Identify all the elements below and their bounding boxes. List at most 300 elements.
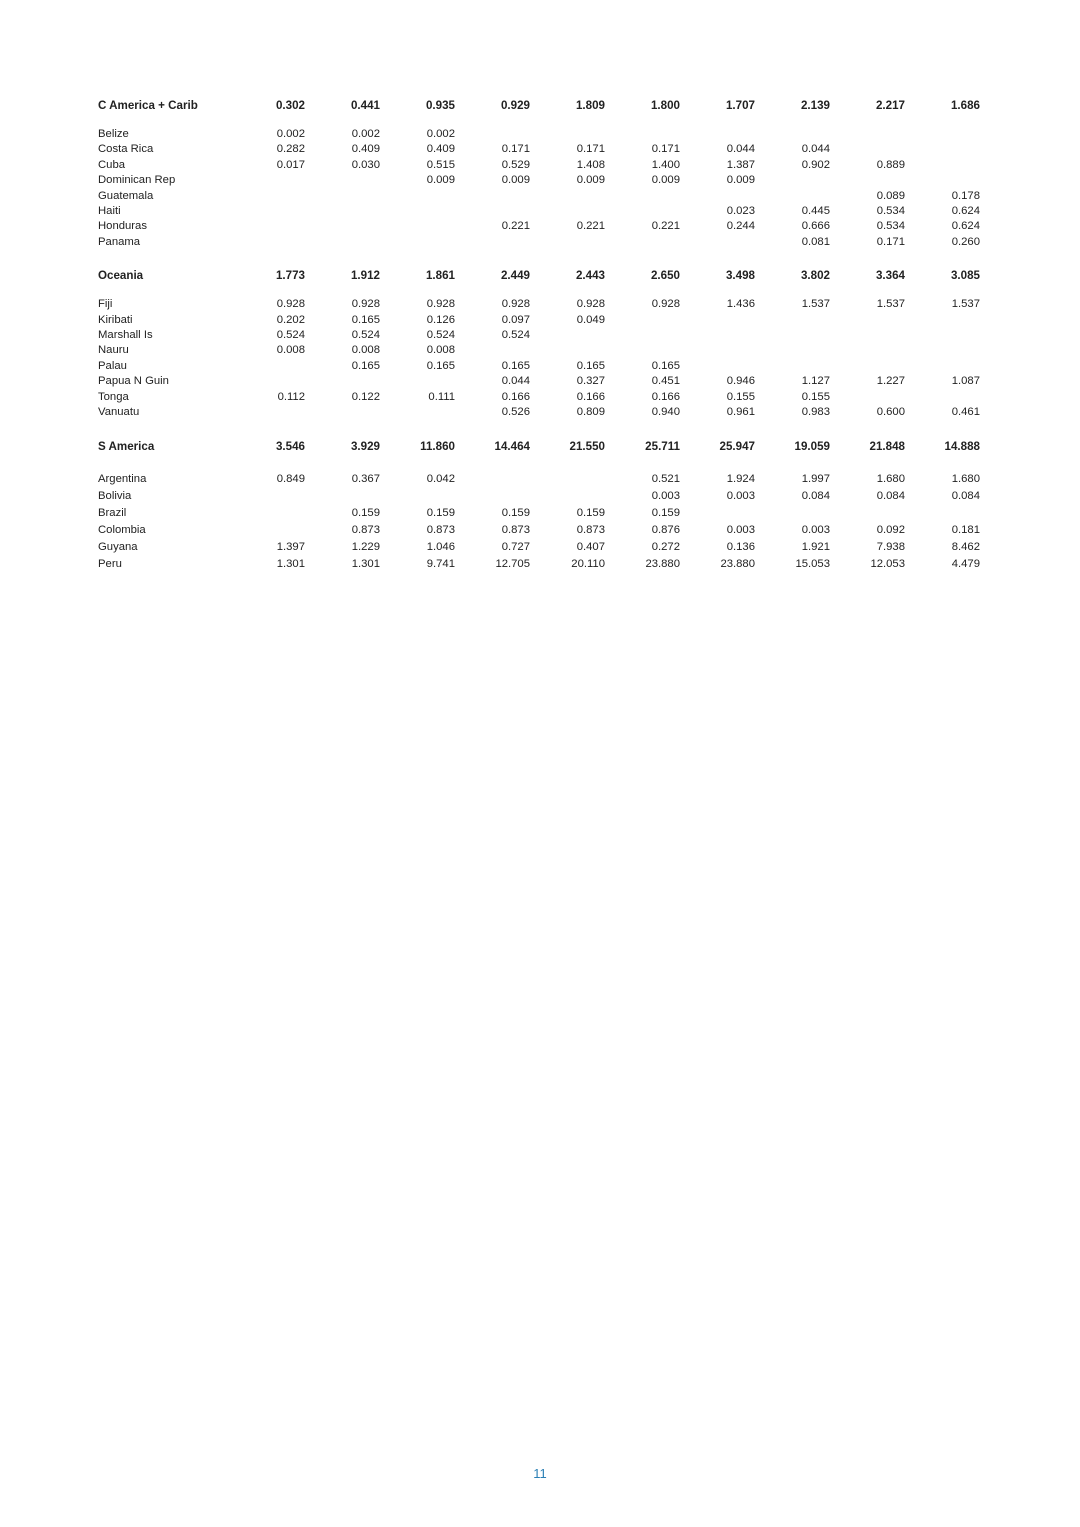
country-value: 0.983 bbox=[801, 406, 830, 419]
region-total-value: 3.364 bbox=[875, 269, 905, 283]
country-value: 1.301 bbox=[351, 557, 380, 570]
country-value: 0.928 bbox=[651, 298, 680, 311]
country-value: 0.165 bbox=[576, 359, 605, 372]
country-row bbox=[98, 189, 980, 204]
country-value: 0.002 bbox=[426, 128, 455, 140]
country-value: 0.961 bbox=[726, 406, 755, 419]
region-total-value: 1.912 bbox=[350, 269, 380, 283]
country-value bbox=[455, 127, 530, 142]
country-value: 0.155 bbox=[726, 390, 755, 403]
country-value: 0.009 bbox=[426, 174, 455, 187]
country-value: 0.666 bbox=[801, 220, 830, 233]
country-value: 0.260 bbox=[951, 235, 980, 248]
country-value: 0.178 bbox=[951, 189, 980, 202]
country-value: 0.165 bbox=[651, 359, 680, 372]
country-value: 0.171 bbox=[576, 143, 605, 156]
region-name: C America + Carib bbox=[98, 99, 198, 112]
country-value: 1.997 bbox=[801, 472, 830, 485]
country-value: 0.407 bbox=[576, 540, 605, 553]
country-value bbox=[605, 189, 680, 204]
country-value: 0.534 bbox=[876, 220, 905, 233]
country-value bbox=[230, 359, 305, 374]
country-row bbox=[98, 405, 980, 420]
country-value: 0.166 bbox=[576, 390, 605, 403]
country-value bbox=[680, 189, 755, 204]
country-value bbox=[755, 127, 830, 142]
country-value: 0.221 bbox=[651, 220, 680, 233]
region-total-value: 3.085 bbox=[950, 269, 980, 283]
country-value bbox=[830, 127, 905, 142]
country-value: 0.003 bbox=[726, 523, 755, 536]
country-value bbox=[380, 204, 455, 219]
country-name: Argentina bbox=[98, 472, 147, 485]
country-value bbox=[305, 189, 380, 204]
country-row bbox=[98, 488, 980, 505]
country-value bbox=[530, 471, 605, 488]
country-value: 0.023 bbox=[726, 205, 755, 218]
country-value bbox=[380, 235, 455, 250]
country-value bbox=[830, 142, 905, 157]
country-value bbox=[455, 343, 530, 358]
region-total-value: 0.935 bbox=[425, 99, 455, 112]
country-value bbox=[605, 204, 680, 219]
country-row bbox=[98, 505, 980, 522]
country-value bbox=[305, 235, 380, 250]
country-row bbox=[98, 127, 980, 142]
country-name: Dominican Rep bbox=[98, 174, 176, 187]
country-name: Bolivia bbox=[98, 489, 132, 502]
country-value: 0.809 bbox=[576, 406, 605, 419]
country-name: Marshall Is bbox=[98, 329, 153, 342]
country-value bbox=[530, 235, 605, 250]
country-value: 1.408 bbox=[576, 158, 605, 171]
country-row bbox=[98, 390, 980, 405]
country-value: 0.282 bbox=[276, 143, 305, 156]
region-total-value: 11.860 bbox=[420, 439, 455, 453]
country-value: 1.924 bbox=[726, 472, 755, 485]
country-value: 0.451 bbox=[651, 375, 680, 388]
country-row bbox=[98, 328, 980, 343]
country-value bbox=[605, 343, 680, 358]
country-name: Brazil bbox=[98, 506, 127, 519]
country-value: 0.946 bbox=[726, 375, 755, 388]
row-spacer bbox=[98, 286, 980, 297]
row-spacer bbox=[98, 116, 980, 127]
country-value bbox=[830, 343, 905, 358]
country-value bbox=[530, 488, 605, 505]
country-value bbox=[905, 390, 980, 405]
country-value bbox=[755, 173, 830, 188]
country-value: 0.181 bbox=[951, 523, 980, 536]
country-value: 1.921 bbox=[801, 540, 830, 553]
country-value: 0.126 bbox=[426, 313, 455, 326]
country-value bbox=[455, 235, 530, 250]
country-name: Haiti bbox=[98, 205, 121, 218]
country-name: Cuba bbox=[98, 158, 126, 171]
country-name: Belize bbox=[98, 128, 129, 140]
country-value: 1.227 bbox=[876, 375, 905, 388]
country-value bbox=[230, 505, 305, 522]
country-name: Guyana bbox=[98, 540, 138, 553]
country-value bbox=[305, 173, 380, 188]
country-value: 0.003 bbox=[726, 489, 755, 502]
region-section bbox=[98, 250, 980, 420]
country-value bbox=[680, 343, 755, 358]
country-value bbox=[905, 127, 980, 142]
country-value bbox=[905, 173, 980, 188]
country-value: 0.461 bbox=[951, 406, 980, 419]
country-value: 1.387 bbox=[726, 158, 755, 171]
country-value bbox=[230, 405, 305, 420]
country-row bbox=[98, 173, 980, 188]
country-value: 1.127 bbox=[801, 375, 830, 388]
row-spacer bbox=[98, 457, 980, 471]
country-value bbox=[305, 405, 380, 420]
country-value bbox=[605, 313, 680, 328]
country-value: 0.534 bbox=[876, 205, 905, 218]
country-name: Costa Rica bbox=[98, 143, 154, 156]
country-value: 0.521 bbox=[651, 472, 680, 485]
country-value: 0.327 bbox=[576, 375, 605, 388]
country-value bbox=[230, 488, 305, 505]
country-row bbox=[98, 374, 980, 389]
country-value bbox=[680, 328, 755, 343]
region-name: Oceania bbox=[98, 269, 144, 283]
country-value: 1.397 bbox=[276, 540, 305, 553]
country-value bbox=[905, 328, 980, 343]
country-row bbox=[98, 297, 980, 312]
country-name: Colombia bbox=[98, 523, 146, 536]
country-row bbox=[98, 539, 980, 556]
country-value bbox=[830, 173, 905, 188]
country-value bbox=[530, 328, 605, 343]
country-value: 0.202 bbox=[276, 313, 305, 326]
region-section bbox=[98, 421, 980, 573]
country-value: 0.600 bbox=[876, 406, 905, 419]
country-value bbox=[680, 505, 755, 522]
data-table bbox=[98, 96, 980, 573]
country-value: 1.046 bbox=[426, 540, 455, 553]
country-value: 0.159 bbox=[351, 506, 380, 519]
country-value: 0.159 bbox=[501, 506, 530, 519]
country-value: 0.873 bbox=[426, 523, 455, 536]
country-row bbox=[98, 158, 980, 173]
country-row bbox=[98, 204, 980, 219]
country-value bbox=[755, 343, 830, 358]
region-total-value: 3.929 bbox=[350, 439, 380, 453]
region-total-value: 3.546 bbox=[275, 439, 305, 453]
country-value bbox=[380, 374, 455, 389]
country-value: 1.537 bbox=[801, 298, 830, 311]
country-value: 0.111 bbox=[428, 390, 455, 403]
country-value: 0.171 bbox=[651, 143, 680, 156]
country-row bbox=[98, 313, 980, 328]
country-value: 1.436 bbox=[726, 298, 755, 311]
country-value bbox=[905, 158, 980, 173]
country-value: 0.409 bbox=[426, 143, 455, 156]
country-value: 0.165 bbox=[501, 359, 530, 372]
country-value bbox=[230, 219, 305, 234]
country-value: 1.087 bbox=[951, 375, 980, 388]
country-name: Nauru bbox=[98, 344, 129, 357]
country-value bbox=[230, 204, 305, 219]
country-value bbox=[830, 328, 905, 343]
country-value bbox=[755, 359, 830, 374]
country-value: 0.003 bbox=[651, 489, 680, 502]
country-value: 0.166 bbox=[651, 390, 680, 403]
country-value bbox=[530, 189, 605, 204]
country-row bbox=[98, 235, 980, 250]
country-value bbox=[305, 374, 380, 389]
country-value bbox=[680, 235, 755, 250]
country-value bbox=[680, 313, 755, 328]
country-value: 0.889 bbox=[876, 158, 905, 171]
country-value bbox=[905, 142, 980, 157]
country-value: 0.244 bbox=[726, 220, 755, 233]
country-value bbox=[830, 313, 905, 328]
country-value: 0.524 bbox=[276, 329, 305, 342]
region-name: S America bbox=[98, 439, 155, 453]
country-value bbox=[455, 189, 530, 204]
country-value: 0.009 bbox=[501, 174, 530, 187]
country-value: 0.166 bbox=[501, 390, 530, 403]
country-value: 0.272 bbox=[651, 540, 680, 553]
country-value: 1.537 bbox=[951, 298, 980, 311]
country-value: 0.624 bbox=[951, 220, 980, 233]
region-total-value: 1.707 bbox=[725, 99, 755, 112]
country-row bbox=[98, 471, 980, 488]
country-value: 0.873 bbox=[501, 523, 530, 536]
country-value: 0.928 bbox=[576, 298, 605, 311]
country-value: 0.044 bbox=[726, 143, 755, 156]
country-value: 0.002 bbox=[276, 128, 305, 140]
section-spacer bbox=[98, 250, 980, 266]
region-total-value: 21.550 bbox=[569, 439, 605, 453]
country-value bbox=[230, 189, 305, 204]
country-value: 1.680 bbox=[876, 472, 905, 485]
country-value: 1.537 bbox=[876, 298, 905, 311]
country-value: 0.084 bbox=[876, 489, 905, 502]
country-value bbox=[755, 505, 830, 522]
country-value bbox=[305, 204, 380, 219]
country-value bbox=[380, 219, 455, 234]
country-value bbox=[230, 374, 305, 389]
country-value: 0.097 bbox=[501, 313, 530, 326]
region-total-value: 0.302 bbox=[275, 99, 305, 112]
country-value: 7.938 bbox=[876, 540, 905, 553]
country-value: 23.880 bbox=[720, 557, 755, 570]
country-value: 0.515 bbox=[426, 158, 455, 171]
country-value: 0.009 bbox=[726, 174, 755, 187]
country-value bbox=[380, 405, 455, 420]
country-value: 0.008 bbox=[351, 344, 380, 357]
country-name: Vanuatu bbox=[98, 406, 140, 419]
country-value bbox=[755, 189, 830, 204]
country-value: 0.902 bbox=[801, 158, 830, 171]
country-name: Fiji bbox=[98, 298, 113, 311]
country-value: 0.624 bbox=[951, 205, 980, 218]
country-row bbox=[98, 556, 980, 573]
country-value: 0.928 bbox=[501, 298, 530, 311]
country-value: 23.880 bbox=[645, 557, 680, 570]
region-total-value: 25.711 bbox=[645, 439, 680, 453]
country-value bbox=[455, 488, 530, 505]
region-total-value: 2.449 bbox=[500, 269, 530, 283]
country-value: 0.155 bbox=[801, 390, 830, 403]
country-value: 0.122 bbox=[351, 390, 380, 403]
region-total-value: 1.773 bbox=[275, 269, 305, 283]
region-total-value: 2.443 bbox=[575, 269, 605, 283]
country-value bbox=[455, 204, 530, 219]
country-value: 0.165 bbox=[351, 313, 380, 326]
country-value: 9.741 bbox=[426, 557, 455, 570]
region-section bbox=[98, 96, 980, 250]
country-value bbox=[755, 313, 830, 328]
country-value: 0.524 bbox=[501, 329, 530, 342]
country-value bbox=[680, 359, 755, 374]
country-value bbox=[230, 235, 305, 250]
country-value: 0.524 bbox=[426, 329, 455, 342]
country-value: 0.084 bbox=[951, 489, 980, 502]
region-total-value: 3.802 bbox=[800, 269, 830, 283]
country-value: 0.873 bbox=[351, 523, 380, 536]
country-value: 0.136 bbox=[726, 540, 755, 553]
country-value: 0.165 bbox=[426, 359, 455, 372]
region-total-value: 14.888 bbox=[944, 439, 980, 453]
country-name: Panama bbox=[98, 235, 141, 248]
country-value bbox=[305, 488, 380, 505]
country-value: 1.400 bbox=[651, 158, 680, 171]
country-value: 0.524 bbox=[351, 329, 380, 342]
country-value: 0.008 bbox=[426, 344, 455, 357]
country-name: Guatemala bbox=[98, 189, 154, 202]
country-value bbox=[905, 313, 980, 328]
country-value: 0.112 bbox=[277, 390, 305, 403]
country-value: 12.705 bbox=[495, 557, 530, 570]
country-value: 0.003 bbox=[801, 523, 830, 536]
country-value bbox=[455, 471, 530, 488]
country-value: 0.409 bbox=[351, 143, 380, 156]
country-name: Honduras bbox=[98, 220, 147, 233]
country-value: 1.229 bbox=[351, 540, 380, 553]
region-total-value: 0.929 bbox=[500, 99, 530, 112]
region-total-value: 25.947 bbox=[719, 439, 755, 453]
country-value: 8.462 bbox=[951, 540, 980, 553]
country-value bbox=[905, 343, 980, 358]
country-row bbox=[98, 343, 980, 358]
page-number: 11 bbox=[533, 1466, 547, 1481]
region-total-value: 21.848 bbox=[869, 439, 905, 453]
region-total-row bbox=[98, 266, 980, 286]
country-value bbox=[605, 235, 680, 250]
country-value: 0.089 bbox=[876, 189, 905, 202]
region-total-value: 19.059 bbox=[794, 439, 830, 453]
country-value: 0.529 bbox=[501, 158, 530, 171]
country-value bbox=[530, 127, 605, 142]
country-value: 0.017 bbox=[276, 158, 305, 171]
region-total-value: 1.809 bbox=[575, 99, 605, 112]
country-value: 0.044 bbox=[801, 143, 830, 156]
region-total-value: 2.139 bbox=[800, 99, 830, 112]
country-value bbox=[830, 505, 905, 522]
country-value bbox=[230, 173, 305, 188]
country-value: 0.081 bbox=[801, 235, 830, 248]
country-value bbox=[530, 204, 605, 219]
country-row bbox=[98, 359, 980, 374]
country-value: 0.002 bbox=[351, 128, 380, 140]
country-row bbox=[98, 522, 980, 539]
country-value: 0.928 bbox=[426, 298, 455, 311]
country-name: Papua N Guin bbox=[98, 375, 169, 388]
region-total-value: 2.217 bbox=[875, 99, 905, 112]
country-value bbox=[680, 127, 755, 142]
region-total-row bbox=[98, 96, 980, 116]
country-value bbox=[755, 328, 830, 343]
country-value: 4.479 bbox=[951, 557, 980, 570]
country-value: 0.876 bbox=[651, 523, 680, 536]
country-name: Palau bbox=[98, 359, 127, 372]
country-value: 0.159 bbox=[651, 506, 680, 519]
country-value: 12.053 bbox=[870, 557, 905, 570]
country-value: 0.221 bbox=[576, 220, 605, 233]
country-value bbox=[380, 488, 455, 505]
region-total-value: 1.800 bbox=[650, 99, 680, 112]
country-value bbox=[230, 522, 305, 539]
country-value: 0.727 bbox=[501, 540, 530, 553]
country-value: 15.053 bbox=[795, 557, 830, 570]
country-value: 1.680 bbox=[951, 472, 980, 485]
country-value: 0.928 bbox=[276, 298, 305, 311]
country-value: 20.110 bbox=[571, 557, 605, 570]
country-value: 0.526 bbox=[501, 406, 530, 419]
country-name: Peru bbox=[98, 557, 122, 570]
country-value: 0.221 bbox=[501, 220, 530, 233]
country-name: Tonga bbox=[98, 390, 129, 403]
country-value bbox=[830, 390, 905, 405]
country-value: 0.159 bbox=[576, 506, 605, 519]
region-total-value: 1.861 bbox=[425, 269, 455, 283]
country-value: 1.301 bbox=[276, 557, 305, 570]
country-value bbox=[905, 359, 980, 374]
country-value bbox=[380, 189, 455, 204]
country-value: 0.084 bbox=[801, 489, 830, 502]
country-name: Kiribati bbox=[98, 313, 133, 326]
country-value bbox=[605, 127, 680, 142]
country-value bbox=[305, 219, 380, 234]
country-value: 0.367 bbox=[351, 472, 380, 485]
section-spacer bbox=[98, 421, 980, 437]
country-value: 0.008 bbox=[276, 344, 305, 357]
country-value: 0.009 bbox=[651, 174, 680, 187]
country-value: 0.030 bbox=[351, 158, 380, 171]
country-row bbox=[98, 219, 980, 234]
country-value: 0.171 bbox=[876, 235, 905, 248]
country-value: 0.092 bbox=[876, 523, 905, 536]
country-value bbox=[530, 343, 605, 358]
country-value: 0.049 bbox=[576, 313, 605, 326]
region-total-value: 14.464 bbox=[494, 439, 530, 453]
country-value: 0.042 bbox=[426, 472, 455, 485]
country-value: 0.009 bbox=[576, 174, 605, 187]
country-value bbox=[830, 359, 905, 374]
country-value bbox=[605, 328, 680, 343]
region-total-value: 3.498 bbox=[725, 269, 755, 283]
country-row bbox=[98, 142, 980, 157]
country-value: 0.159 bbox=[426, 506, 455, 519]
country-value: 0.940 bbox=[651, 406, 680, 419]
region-total-value: 0.441 bbox=[350, 99, 380, 112]
country-value bbox=[905, 505, 980, 522]
